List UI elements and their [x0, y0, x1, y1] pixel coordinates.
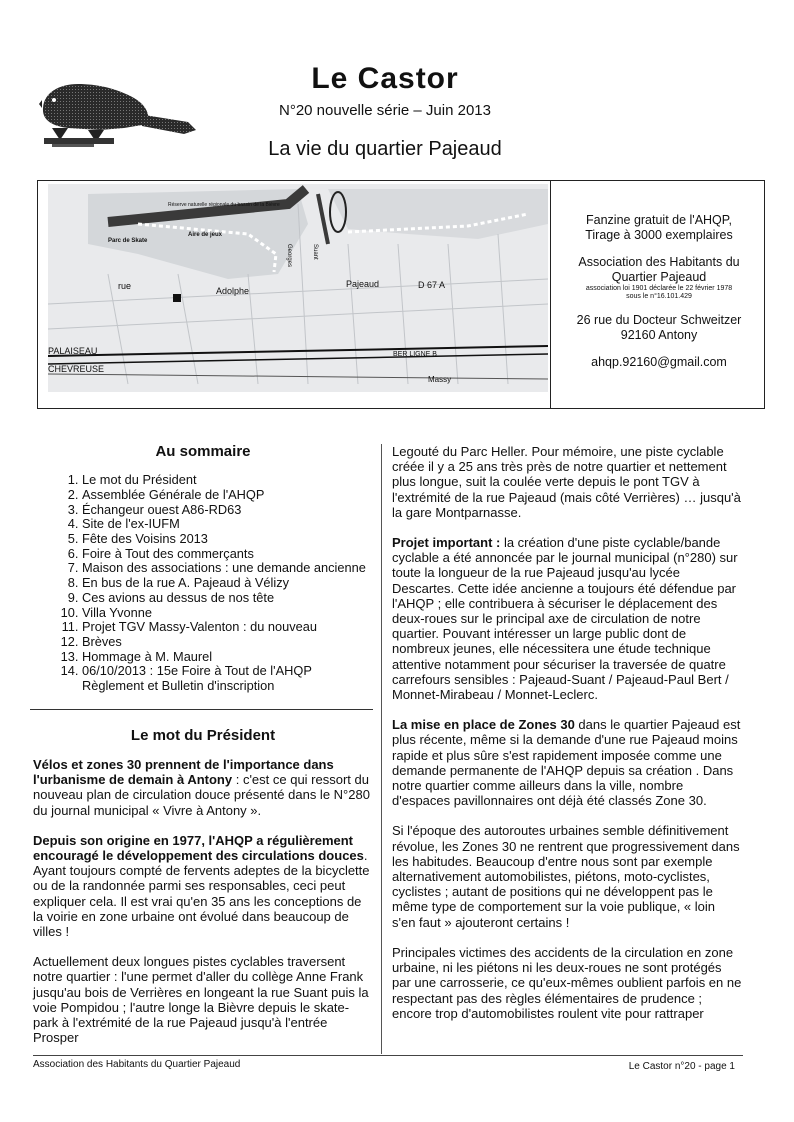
issue-subtitle: N°20 nouvelle série – Juin 2013 [279, 102, 491, 119]
map-label-reserve: Réserve naturelle régionale du bassin de la Bièvre [168, 202, 280, 208]
info-box [37, 180, 765, 409]
info-assoc2: Quartier Pajeaud [611, 270, 707, 284]
president-p1 [33, 757, 373, 818]
right-p5: Principales victimes des accidents de la circulation en zone urbaine, ni les piétons ni les deux-roues ne sont protégés par une carrosserie, ce qu'eux-mêmes oublient parfois en ne respectant pas des règles élémentaires de prudence ; encore trop d'automobilistes roulent vite pour rattraper [392, 944, 742, 1021]
left-column [33, 444, 373, 1060]
map-label-massy: Massy [428, 375, 452, 384]
map-label-rue: rue [118, 281, 132, 291]
right-column [392, 444, 742, 1036]
info-legal2: sous le n°16.101.429 [626, 293, 692, 300]
info-legal1: association loi 1901 déclarée le 22 février 1978 [585, 285, 733, 292]
right-p3 [392, 717, 742, 808]
info-line2: Tirage à 3000 exemplaires [585, 228, 733, 242]
sommaire-item[interactable]: 1. Le mot du Président [82, 473, 373, 488]
sommaire-item[interactable]: 7. Maison des associations : une demande ancienne [82, 561, 373, 576]
right-p2 [392, 535, 742, 702]
sommaire-item[interactable]: 6. Foire à Tout des commerçants [82, 547, 373, 562]
sommaire-item[interactable]: 10. Villa Yvonne [82, 606, 373, 621]
map-label-georges: Georges [286, 244, 292, 268]
sommaire-item[interactable]: 3. Échangeur ouest A86-RD63 [82, 503, 373, 518]
map-label-suant: Suant [312, 244, 318, 260]
right-p2-bold: Projet important : [392, 535, 501, 551]
right-p3-rest: dans le quartier Pajeaud est plus récente, même si la demande d'une rue Pajeaud moins rapide et plus sûre s'est rapidement imposée comme une demande permanente de l'AHQP depuis sa création . Dans notre quartier comme ailleurs dans la ville, nombre d'espaces pavillonnaires ont déjà été classés Zone 30. [392, 717, 741, 809]
president-p1-bold: Vélos et zones 30 prennent de l'importance dans l'urbanisme de demain à Antony [33, 756, 334, 788]
info-address1: 26 rue du Docteur Schweitzer [576, 313, 742, 327]
president-p2-rest: . Ayant toujours compté de fervents adeptes de la bicyclette ou de la randonnée parmi ses responsables, ceci peut expliquer cela. Il est vrai qu'en 35 ans les conceptions de la voirie en zone urbaine ont évolué dans beaucoup de villes ! [33, 847, 370, 939]
president-p2 [33, 833, 373, 939]
sommaire-list [33, 473, 373, 694]
sommaire-item-14-line1: 06/10/2013 : 15e Foire à Tout de l'AHQP [82, 663, 312, 679]
map-label-d67a: D 67 A [418, 280, 446, 290]
right-p2-rest: la création d'une piste cyclable/bande cyclable a été annoncée par le journal municipal (n°280) sur toute la longueur de la rue Pajeaud jusqu'au lycée Descartes. Cette idée ancienne a toujours été défendue par l'AHQP ; elle contribuera à sécuriser le déplacement des deux-roues sur le principal axe de circulation de notre quartier. Pouvant intéresser un large public dont de nombreux jeunes, elle nécessitera une étude technique attentive notamment pour sécuriser la traversée de quatre carrefours sensibles : Pajeaud-Suant / Pajeaud-Paul Bert / Monnet-Mirabeau / Monnet-Leclerc. [392, 535, 738, 703]
section-rule [30, 709, 373, 710]
sommaire-item[interactable]: 12. Brèves [82, 635, 373, 650]
map-label-pajeaud: Pajeaud [346, 279, 380, 289]
newsletter-title: Le Castor [311, 62, 459, 95]
info-text [556, 181, 762, 408]
neighborhood-map [48, 184, 548, 392]
column-divider [381, 444, 382, 1054]
sommaire-item[interactable]: 9. Ces avions au dessus de nos tête [82, 591, 373, 606]
map-label-chevreuse: CHEVREUSE [48, 364, 105, 374]
info-line1: Fanzine gratuit de l'AHQP, [586, 213, 732, 227]
map-label-palaiseau: PALAISEAU [48, 346, 98, 356]
map-label-rer: BER LIGNE B [393, 351, 437, 358]
right-p1: Legouté du Parc Heller. Pour mémoire, une piste cyclable créée il y a 25 ans très près de notre quartier et nettement plus longue, suit la coulée verte depuis le pont TGV à l'extrémité de la rue Pajeaud (mais côté Verrières) … jusqu'à la gare Montparnasse. [392, 444, 741, 520]
map-label-skate: Parc de Skate [108, 238, 148, 244]
info-assoc1: Association des Habitants du [578, 255, 740, 269]
president-p3: Actuellement deux longues pistes cyclables traversent notre quartier : l'une permet d'aller du collège Anne Frank jusqu'au bois de Verrières en longeant la rue Suant puis la voie Pompidou ; l'autre longe la Bièvre depuis le skate-park à l'extrémité de la rue Pajeaud jusqu'à l'entrée Prosper [33, 954, 369, 1046]
info-email[interactable]: ahqp.92160@gmail.com [591, 355, 727, 369]
tagline: La vie du quartier Pajeaud [268, 138, 502, 160]
sommaire-item[interactable]: 8. En bus de la rue A. Pajeaud à Vélizy [82, 576, 373, 591]
right-p4: Si l'époque des autoroutes urbaines semble définitivement révolue, les Zones 30 ne rentrent que progressivement dans les habitudes. Beaucoup d'entre nous sont par exemple alternativement automobilistes, piétons, moto-cyclistes, cyclistes ; autant de positions qui ne développent pas le même type de comportement sur la voie publique, « loin s'en faut » ajouteront certains ! [392, 823, 740, 930]
sommaire-item[interactable]: 11. Projet TGV Massy-Valenton : du nouveau [82, 620, 373, 635]
info-divider [550, 181, 551, 408]
right-p3-bold: La mise en place de Zones 30 [392, 717, 575, 733]
info-address2: 92160 Antony [620, 328, 698, 342]
sommaire-item-14-line2: Règlement et Bulletin d'inscription [82, 678, 275, 694]
footer-rule [33, 1055, 743, 1056]
beaver-logo [38, 70, 198, 150]
president-p2-bold: Depuis son origine en 1977, l'AHQP a régulièrement encouragé le développement des circulations douces [33, 832, 364, 863]
map-label-adolphe: Adolphe [216, 286, 250, 296]
sommaire-item[interactable]: 2. Assemblée Générale de l'AHQP [82, 488, 373, 503]
map-label-aire: Aire de jeux [188, 232, 223, 238]
sommaire-item[interactable] [82, 664, 373, 693]
sommaire-item[interactable]: 5. Fête des Voisins 2013 [82, 532, 373, 547]
sommaire-heading: Au sommaire [155, 443, 251, 460]
footer-left: Association des Habitants du Quartier Pajeaud [33, 1059, 241, 1070]
sommaire-item[interactable]: 4. Site de l'ex-IUFM [82, 517, 373, 532]
president-p1-rest: : c'est ce qui ressort du nouveau plan de circulation douce présenté dans le N°280 du journal municipal « Vivre à Antony ». [33, 772, 370, 818]
sommaire-item[interactable]: 13. Hommage à M. Maurel [82, 650, 373, 665]
president-heading: Le mot du Président [130, 726, 276, 744]
footer-right: Le Castor n°20 - page 1 [628, 1061, 735, 1072]
